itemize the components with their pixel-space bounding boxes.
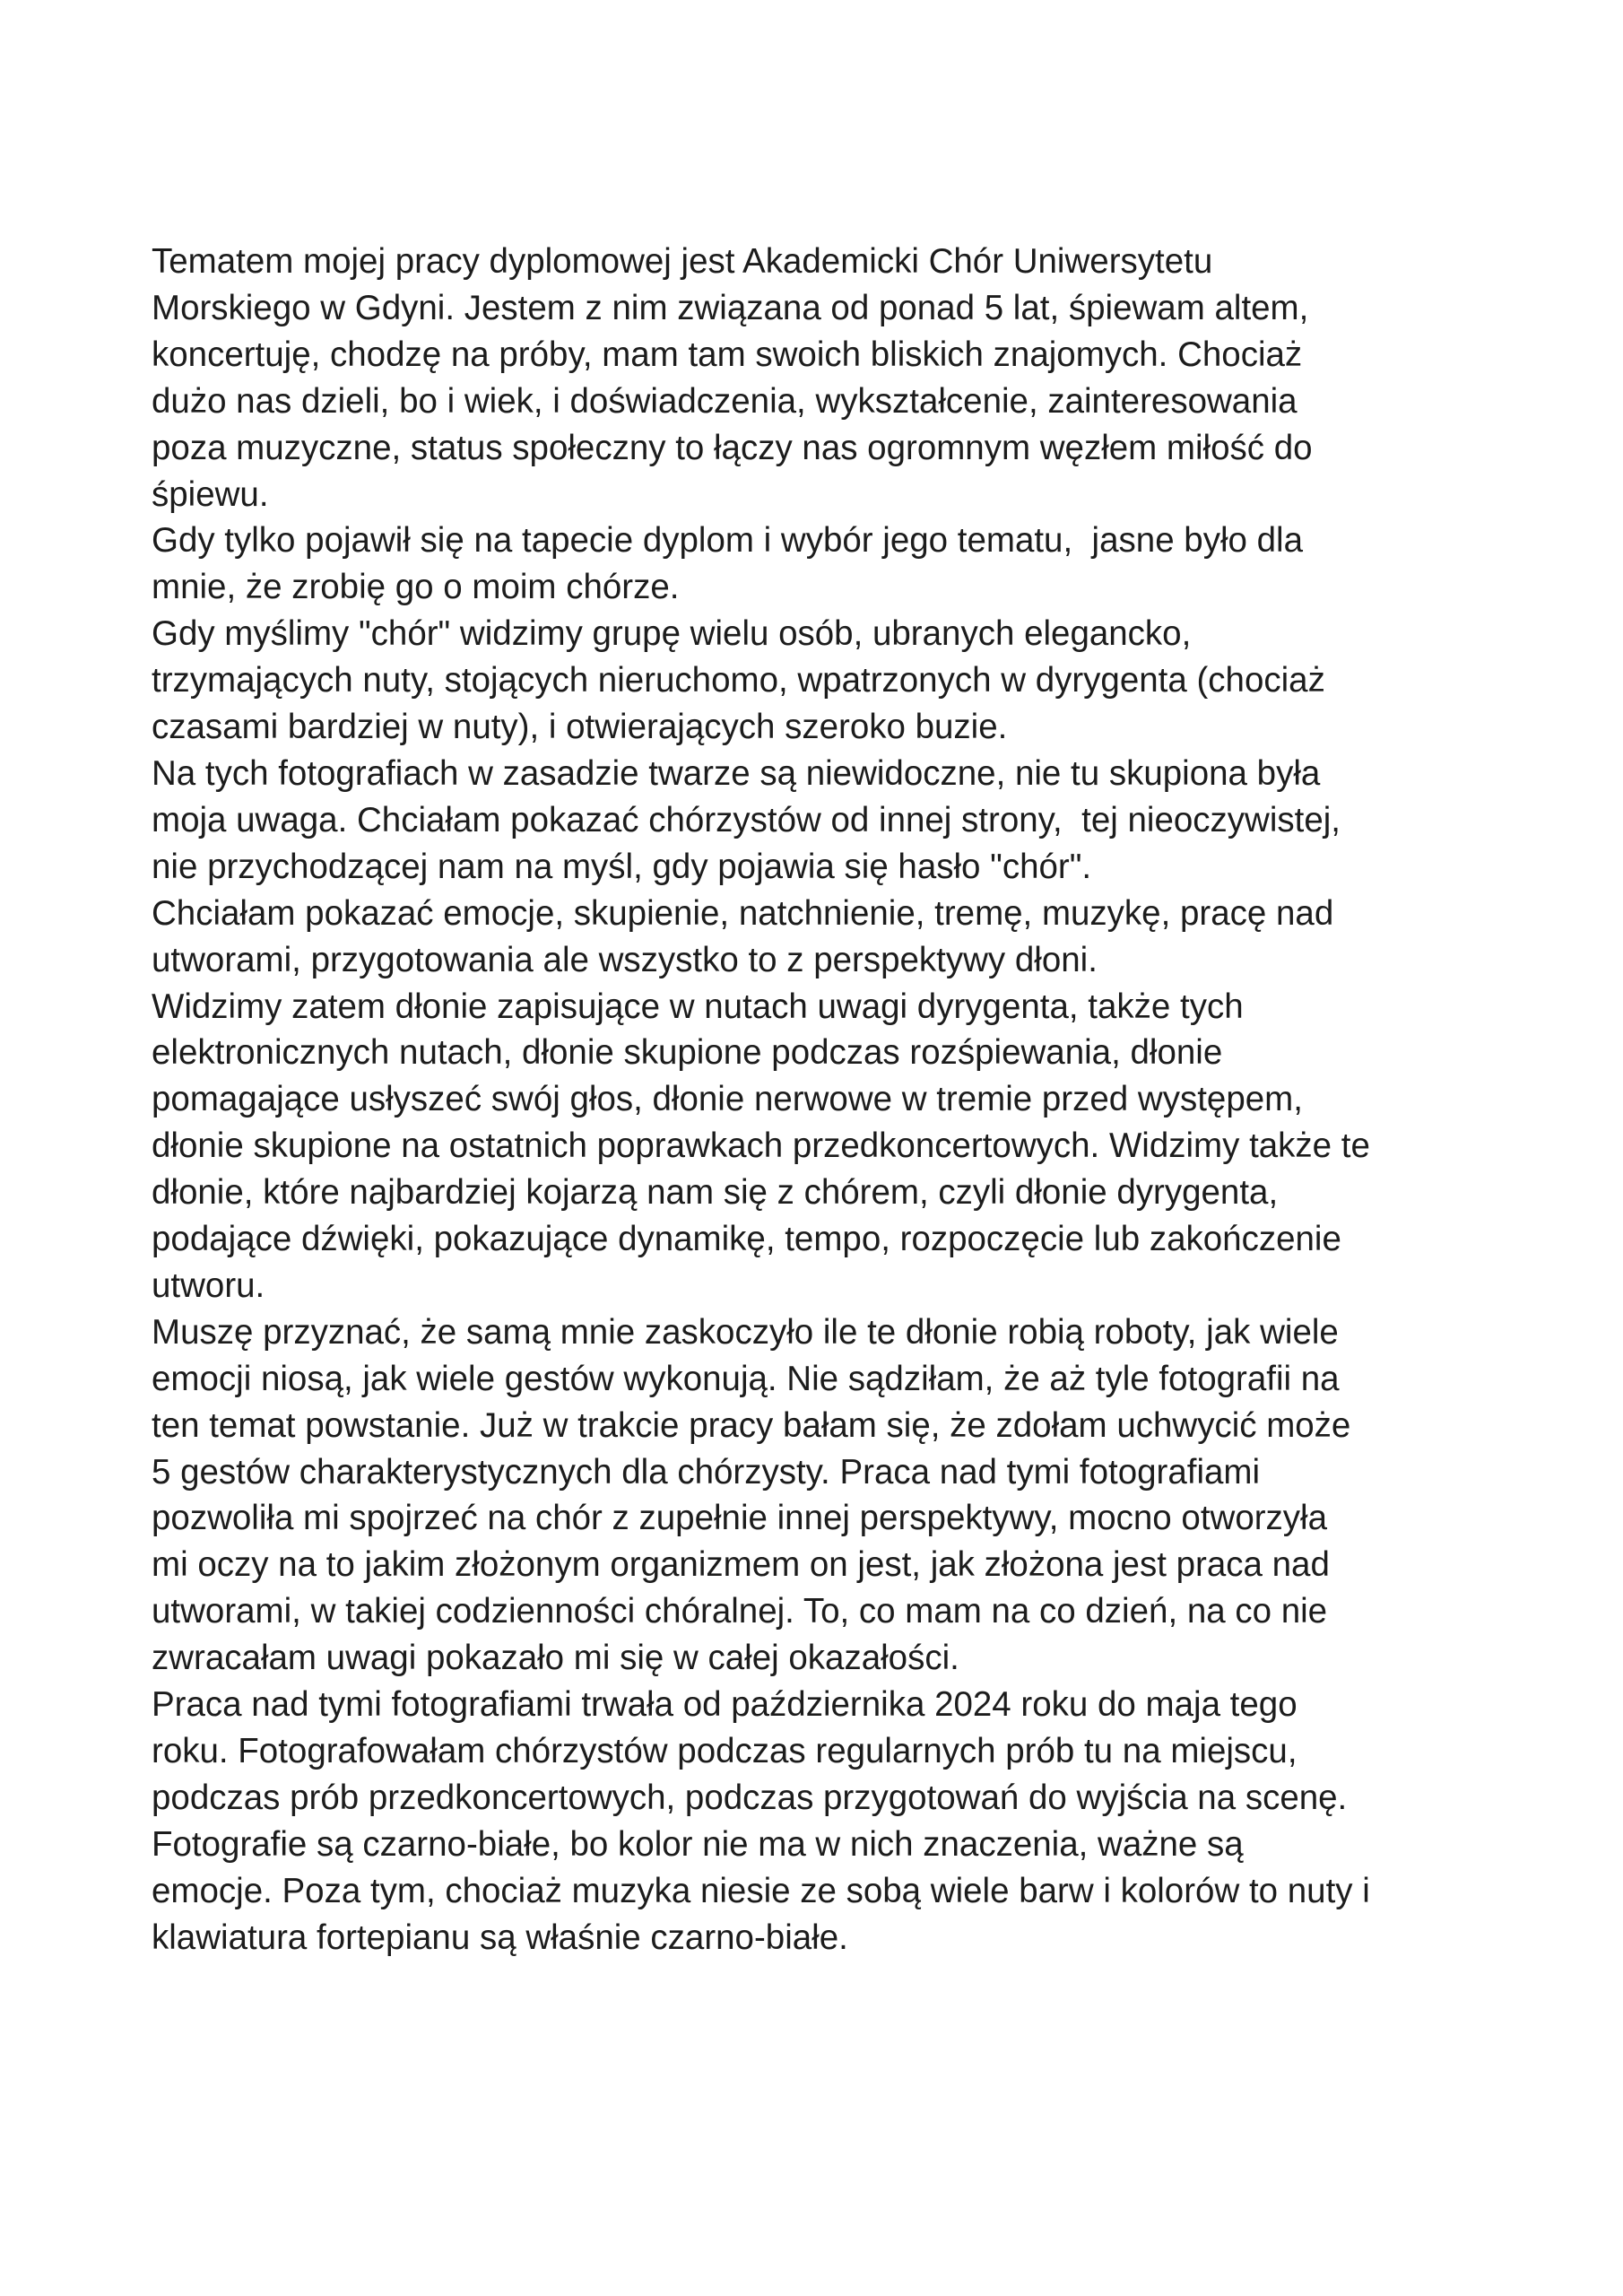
body-text	[152, 239, 1497, 1961]
text-line: klawiatura fortepianu są właśnie czarno-białe.	[152, 1918, 848, 1957]
text-line: trzymających nuty, stojących nieruchomo, wpatrzonych w dyrygenta (chociaż	[152, 661, 1325, 700]
text-line: dłonie skupione na ostatnich poprawkach przedkoncertowych. Widzimy także te	[152, 1126, 1370, 1166]
text-line: Gdy myślimy "chór" widzimy grupę wielu osób, ubranych elegancko,	[152, 614, 1192, 654]
text-line: emocji niosą, jak wiele gestów wykonują. Nie sądziłam, że aż tyle fotografii na	[152, 1359, 1340, 1398]
text-line: nie przychodzącej nam na myśl, gdy pojawia się hasło "chór".	[152, 847, 1092, 886]
text-line: podające dźwięki, pokazujące dynamikę, tempo, rozpoczęcie lub zakończenie	[152, 1220, 1341, 1259]
text-line: Widzimy zatem dłonie zapisujące w nutach uwagi dyrygenta, także tych	[152, 987, 1244, 1026]
text-line: Chciałam pokazać emocje, skupienie, natchnienie, tremę, muzykę, pracę nad	[152, 893, 1334, 933]
text-line: pomagające usłyszeć swój głos, dłonie nerwowe w tremie przed występem,	[152, 1080, 1303, 1119]
text-line: emocje. Poza tym, chociaż muzyka niesie ze sobą wiele barw i kolorów to nuty i	[152, 1871, 1370, 1910]
text-line: dłonie, które najbardziej kojarzą nam się z chórem, czyli dłonie dyrygenta,	[152, 1173, 1279, 1213]
text-line: poza muzyczne, status społeczny to łączy nas ogromnym węzłem miłość do	[152, 428, 1313, 467]
text-line: Fotografie są czarno-białe, bo kolor nie ma w nich znaczenia, ważne są	[152, 1824, 1244, 1864]
text-line: śpiewu.	[152, 474, 269, 514]
text-line: zwracałam uwagi pokazało mi się w całej okazałości.	[152, 1639, 959, 1678]
text-line: Morskiego w Gdyni. Jestem z nim związana od ponad 5 lat, śpiewam altem,	[152, 288, 1309, 327]
text-line: ten temat powstanie. Już w trakcie pracy bałam się, że zdołam uchwycić może	[152, 1405, 1351, 1445]
text-line: mi oczy na to jakim złożonym organizmem on jest, jak złożona jest praca nad	[152, 1545, 1330, 1585]
text-line: dużo nas dzieli, bo i wiek, i doświadczenia, wykształcenie, zainteresowania	[152, 381, 1298, 421]
text-line: Na tych fotografiach w zasadzie twarze są niewidoczne, nie tu skupiona była	[152, 753, 1321, 793]
text-line: czasami bardziej w nuty), i otwierających szeroko buzie.	[152, 708, 1008, 747]
text-line: Gdy tylko pojawił się na tapecie dyplom i wybór jego tematu, jasne było dla	[152, 521, 1303, 561]
text-line: koncertuję, chodzę na próby, mam tam swoich bliskich znajomych. Chociaż	[152, 335, 1303, 374]
text-line: Tematem mojej pracy dyplomowej jest Akademicki Chór Uniwersytetu	[152, 242, 1213, 281]
text-line: Praca nad tymi fotografiami trwała od października 2024 roku do maja tego	[152, 1685, 1298, 1725]
text-line: utworami, przygotowania ale wszystko to z perspektywy dłoni.	[152, 940, 1098, 979]
text-line: utworu.	[152, 1265, 265, 1305]
text-line: pozwoliła mi spojrzeć na chór z zupełnie innej perspektywy, mocno otworzyła	[152, 1499, 1328, 1538]
text-line: 5 gestów charakterystycznych dla chórzysty. Praca nad tymi fotografiami	[152, 1452, 1261, 1492]
text-line: Muszę przyznać, że samą mnie zaskoczyło ile te dłonie robią roboty, jak wiele	[152, 1312, 1339, 1352]
text-line: elektronicznych nutach, dłonie skupione podczas rozśpiewania, dłonie	[152, 1033, 1223, 1073]
text-line: podczas prób przedkoncertowych, podczas przygotowań do wyjścia na scenę.	[152, 1778, 1348, 1817]
text-line: moja uwaga. Chciałam pokazać chórzystów od innej strony, tej nieoczywistej,	[152, 800, 1341, 839]
text-line: mnie, że zrobię go o moim chórze.	[152, 568, 680, 607]
text-line: utworami, w takiej codzienności chóralnej. To, co mam na co dzień, na co nie	[152, 1592, 1328, 1631]
text-line: roku. Fotografowałam chórzystów podczas regularnych prób tu na miejscu,	[152, 1732, 1298, 1770]
